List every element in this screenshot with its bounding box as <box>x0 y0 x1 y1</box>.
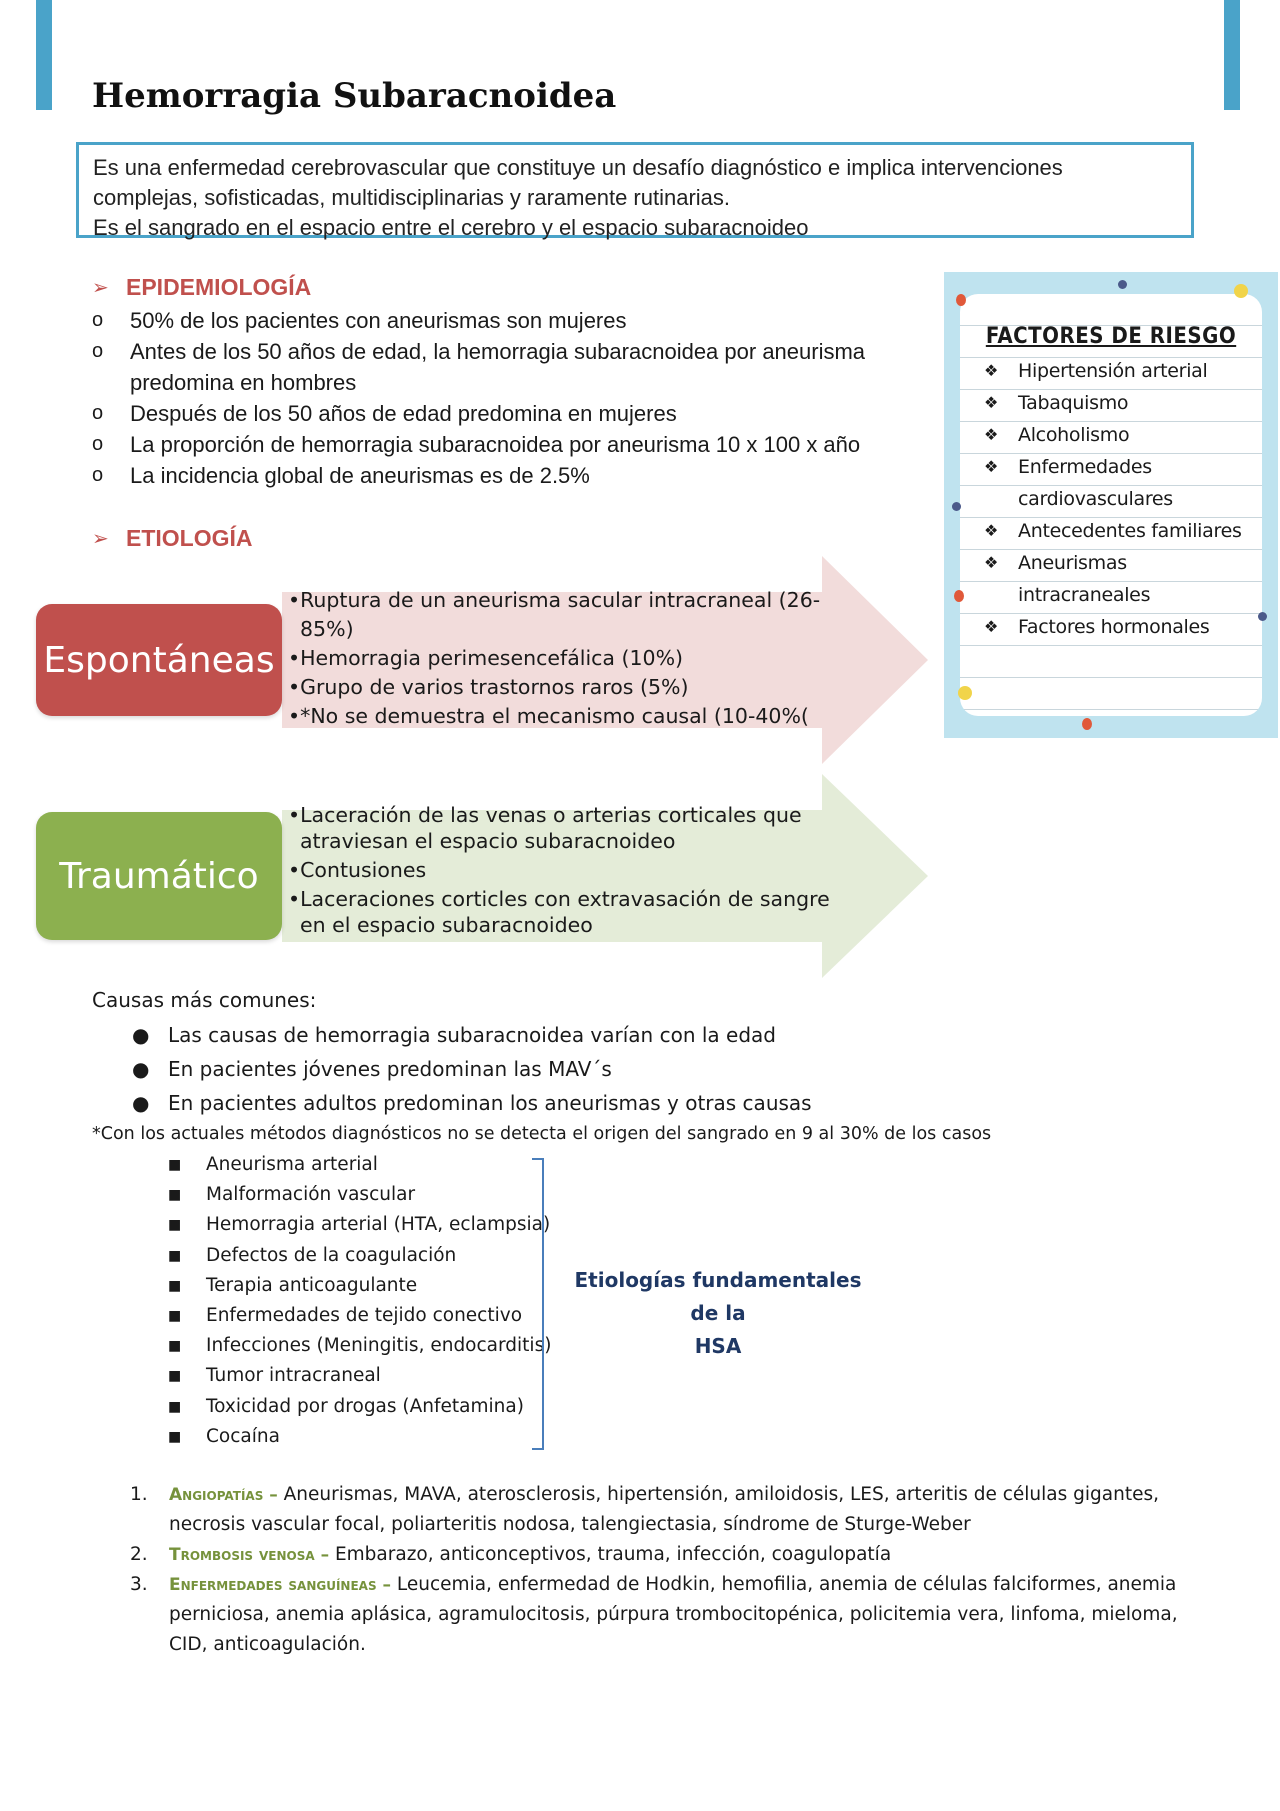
list-item: o La proporción de hemorragia subaracnoidea por aneurisma 10 x 100 x año <box>92 429 952 460</box>
intro-box <box>76 142 1194 238</box>
square-bullet-icon: ■ <box>168 1187 182 1204</box>
diamond-bullet-icon: ❖ <box>984 617 999 636</box>
list-item: ■ Enfermedades de tejido conectivo <box>168 1301 551 1331</box>
circle-bullet-icon: o <box>92 340 104 362</box>
circle-bullet-icon: o <box>92 433 104 455</box>
list-item: •Laceración de las venas o arterias corticales que atraviesan el espacio subaracnoideo <box>288 803 802 853</box>
circle-bullet-icon: o <box>92 402 104 424</box>
intro-line-1: Es una enfermedad cerebrovascular que constituye un desafío diagnóstico e implica intervenciones <box>93 155 1063 180</box>
list-item: o Después de los 50 años de edad predomina en mujeres <box>92 398 952 429</box>
bullet-dot-icon: ● <box>132 1091 150 1115</box>
square-bullet-icon: ■ <box>168 1398 182 1415</box>
circle-bullet-icon: o <box>92 464 104 486</box>
risk-factors-paper <box>960 294 1262 716</box>
right-edge-bar <box>1224 0 1240 110</box>
epidemiologia-heading-text: EPIDEMIOLOGÍA <box>126 274 312 300</box>
list-item: ■ Terapia anticoagulante <box>168 1271 551 1301</box>
list-item: ■ Defectos de la coagulación <box>168 1241 551 1271</box>
list-item: ❖ Hipertensión arterial <box>980 355 1242 387</box>
intro-line-2: complejas, sofisticadas, multidisciplinarias y raramente rutinarias. <box>93 185 731 210</box>
grape-decoration-icon <box>952 502 961 511</box>
traumatico-label: Traumático <box>36 812 282 940</box>
fundamental-etiologies-list <box>168 1150 551 1452</box>
list-item: ■ Malformación vascular <box>168 1180 551 1210</box>
list-item: ❖ Tabaquismo <box>980 387 1242 419</box>
list-item: •Laceraciones corticles con extravasación de sangre en el espacio subaracnoideo <box>288 887 830 937</box>
list-item: ■ Hemorragia arterial (HTA, eclampsia) <box>168 1210 551 1240</box>
square-bullet-icon: ■ <box>168 1247 182 1264</box>
square-bullet-icon: ■ <box>168 1368 182 1385</box>
list-item: •Hemorragia perimesencefálica (10%) <box>288 646 684 670</box>
square-bullet-icon: ■ <box>168 1277 182 1294</box>
list-item: •Ruptura de un aneurisma sacular intracraneal (26-85%) <box>288 588 821 641</box>
list-item: 2. Trombosis venosa – Embarazo, anticonceptivos, trauma, infección, coagulopatía <box>130 1544 892 1565</box>
bullet-dot-icon: ● <box>132 1057 150 1081</box>
square-bullet-icon: ■ <box>168 1217 182 1234</box>
list-item: ❖ Alcoholismo <box>980 419 1242 451</box>
left-edge-bar <box>36 0 52 110</box>
arrow-bullet-icon: ➢ <box>92 528 109 550</box>
diamond-bullet-icon: ❖ <box>984 393 999 412</box>
fruit-decoration-icon <box>958 686 972 700</box>
right-bracket <box>532 1158 544 1450</box>
list-item: o Antes de los 50 años de edad, la hemorragia subaracnoidea por aneurisma predomina en hombres <box>92 336 952 398</box>
causes-heading: Causas más comunes: <box>92 988 317 1012</box>
grape-decoration-icon <box>1258 612 1267 621</box>
fruit-decoration-icon <box>956 294 966 306</box>
list-item: ❖ Antecedentes familiares <box>980 515 1242 547</box>
causes-note: *Con los actuales métodos diagnósticos no se detecta el origen del sangrado en 9 al 30% de los casos <box>92 1124 992 1144</box>
square-bullet-icon: ■ <box>168 1338 182 1355</box>
bullet-dot-icon: ● <box>132 1023 150 1047</box>
epidemiologia-heading <box>92 274 311 301</box>
risk-factors-title: FACTORES DE RIESGO <box>985 324 1237 349</box>
bracket-label: Etiologías fundamentales de la HSA <box>574 1268 862 1358</box>
espontaneas-list <box>288 586 848 731</box>
fruit-decoration-icon <box>1082 718 1092 730</box>
diamond-bullet-icon: ❖ <box>984 457 999 476</box>
square-bullet-icon: ■ <box>168 1157 182 1173</box>
risk-factors-list <box>980 355 1242 643</box>
list-item: •Grupo de varios trastornos raros (5%) <box>288 675 689 699</box>
list-item: ● En pacientes jóvenes predominan las MAV´s <box>124 1052 812 1086</box>
classification-list <box>130 1480 1180 1660</box>
fruit-decoration-icon <box>954 590 964 602</box>
causes-list <box>124 1018 812 1120</box>
list-item: •*No se demuestra el mecanismo causal (10-40%( <box>288 704 809 728</box>
diamond-bullet-icon: ❖ <box>984 361 999 380</box>
list-item: ■ Aneurisma arterial <box>168 1150 551 1180</box>
list-item: ❖ Factores hormonales <box>980 611 1242 643</box>
risk-factors-card <box>944 272 1278 738</box>
intro-line-3: Es el sangrado en el espacio entre el cerebro y el espacio subaracnoideo <box>93 215 809 240</box>
page-title: Hemorragia Subaracnoidea <box>92 76 617 116</box>
diamond-bullet-icon: ❖ <box>984 553 999 572</box>
square-bullet-icon: ■ <box>168 1308 182 1325</box>
epidemiologia-list <box>92 305 952 491</box>
list-item: ● En pacientes adultos predominan los aneurismas y otras causas <box>124 1086 812 1120</box>
etiologia-heading-text: ETIOLOGÍA <box>126 525 253 551</box>
espontaneas-label: Espontáneas <box>36 604 282 716</box>
list-item: 1. Angiopatías – Aneurismas, MAVA, aterosclerosis, hipertensión, amiloidosis, LES, arteritis de células gigantes, necrosis vascular focal, poliarteritis nodosa, talengiectasia, síndrome de Sturge-Weber <box>130 1484 1159 1535</box>
list-item: ❖ Enfermedades cardiovasculares <box>980 451 1242 515</box>
square-bullet-icon: ■ <box>168 1428 182 1445</box>
list-item: ■ Infecciones (Meningitis, endocarditis) <box>168 1331 551 1361</box>
list-item: o 50% de los pacientes con aneurismas son mujeres <box>92 305 952 336</box>
traumatico-list <box>288 802 858 938</box>
list-item: 3. Enfermedades sanguíneas – Leucemia, enfermedad de Hodkin, hemofilia, anemia de células falciformes, anemia perniciosa, anemia aplásica, agramulocitosis, púrpura trombocitopénica, policitemia vera, linfoma, mieloma, CID, anticoagulación. <box>130 1574 1178 1655</box>
fruit-decoration-icon <box>1234 284 1248 298</box>
diamond-bullet-icon: ❖ <box>984 425 999 444</box>
diamond-bullet-icon: ❖ <box>984 521 999 540</box>
circle-bullet-icon: o <box>92 309 104 331</box>
list-item: ■ Toxicidad por drogas (Anfetamina) <box>168 1392 551 1422</box>
list-item: •Contusiones <box>288 858 427 882</box>
list-item: ❖ Aneurismas intracraneales <box>980 547 1242 611</box>
list-item: ● Las causas de hemorragia subaracnoidea varían con la edad <box>124 1018 812 1052</box>
arrow-bullet-icon: ➢ <box>92 277 109 299</box>
grape-decoration-icon <box>1118 280 1127 289</box>
list-item: ■ Cocaína <box>168 1422 551 1452</box>
list-item: o La incidencia global de aneurismas es de 2.5% <box>92 460 952 491</box>
list-item: ■ Tumor intracraneal <box>168 1361 551 1391</box>
etiologia-heading <box>92 525 253 552</box>
